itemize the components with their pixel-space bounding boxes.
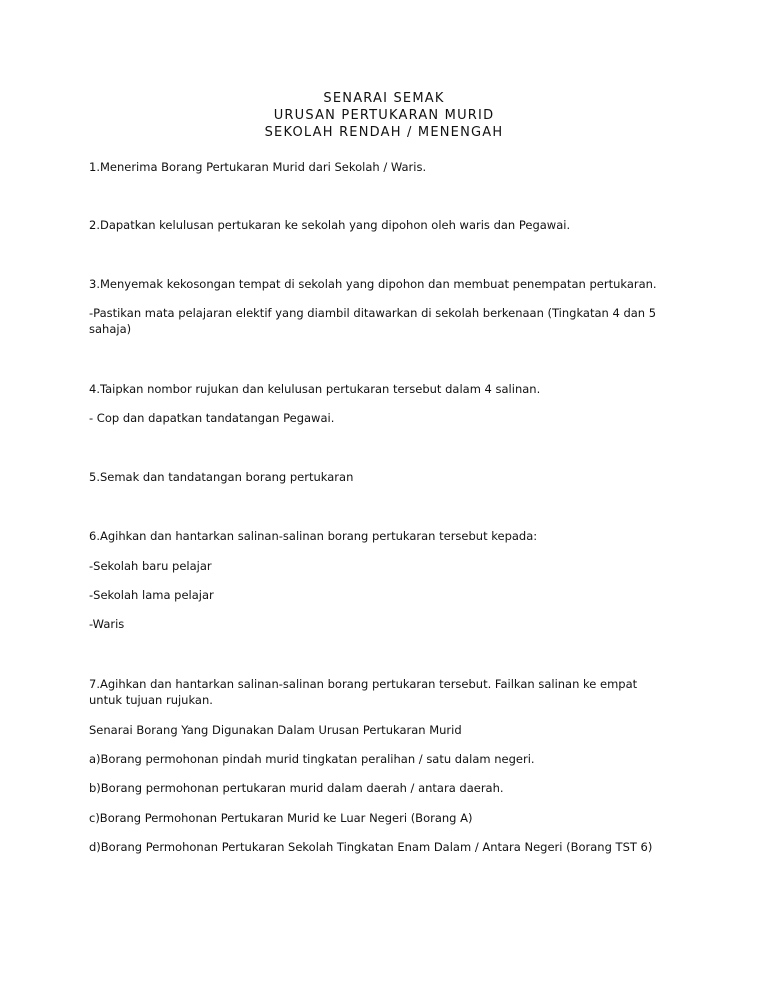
item-4: 4.Taipkan nombor rujukan dan kelulusan pertukaran tersebut dalam 4 salinan. xyxy=(89,382,541,396)
form-a: a)Borang permohonan pindah murid tingkatan peralihan / satu dalam negeri. xyxy=(89,752,535,766)
document-title xyxy=(0,90,768,141)
forms-heading: Senarai Borang Yang Digunakan Dalam Urusan Pertukaran Murid xyxy=(89,723,462,737)
form-c: c)Borang Permohonan Pertukaran Murid ke Luar Negeri (Borang A) xyxy=(89,811,473,825)
item-4-note: - Cop dan dapatkan tandatangan Pegawai. xyxy=(89,411,335,425)
item-2: 2.Dapatkan kelulusan pertukaran ke sekolah yang dipohon oleh waris dan Pegawai. xyxy=(89,218,571,232)
form-d: d)Borang Permohonan Pertukaran Sekolah Tingkatan Enam Dalam / Antara Negeri (Borang TST 6) xyxy=(89,840,653,854)
item-6-recipient-3: -Waris xyxy=(89,617,125,631)
item-6-recipient-2: -Sekolah lama pelajar xyxy=(89,588,214,602)
title-line-3: SEKOLAH RENDAH / MENENGAH xyxy=(264,125,504,140)
item-5: 5.Semak dan tandatangan borang pertukaran xyxy=(89,470,354,484)
item-6-recipient-1: -Sekolah baru pelajar xyxy=(89,559,212,573)
item-7: 7.Agihkan dan hantarkan salinan-salinan borang pertukaran tersebut. Failkan salinan ke empat untuk tujuan rujukan. xyxy=(89,677,638,707)
item-3: 3.Menyemak kekosongan tempat di sekolah yang dipohon dan membuat penempatan pertukaran. xyxy=(89,277,657,291)
item-6: 6.Agihkan dan hantarkan salinan-salinan borang pertukaran tersebut kepada: xyxy=(89,529,538,543)
item-1: 1.Menerima Borang Pertukaran Murid dari Sekolah / Waris. xyxy=(89,160,427,174)
form-b: b)Borang permohonan pertukaran murid dalam daerah / antara daerah. xyxy=(89,781,504,795)
item-3-note: -Pastikan mata pelajaran elektif yang diambil ditawarkan di sekolah berkenaan (Tingkatan 4 dan 5 sahaja) xyxy=(89,306,657,336)
title-line-1: SENARAI SEMAK xyxy=(323,91,445,106)
title-line-2: URUSAN PERTUKARAN MURID xyxy=(273,108,495,123)
